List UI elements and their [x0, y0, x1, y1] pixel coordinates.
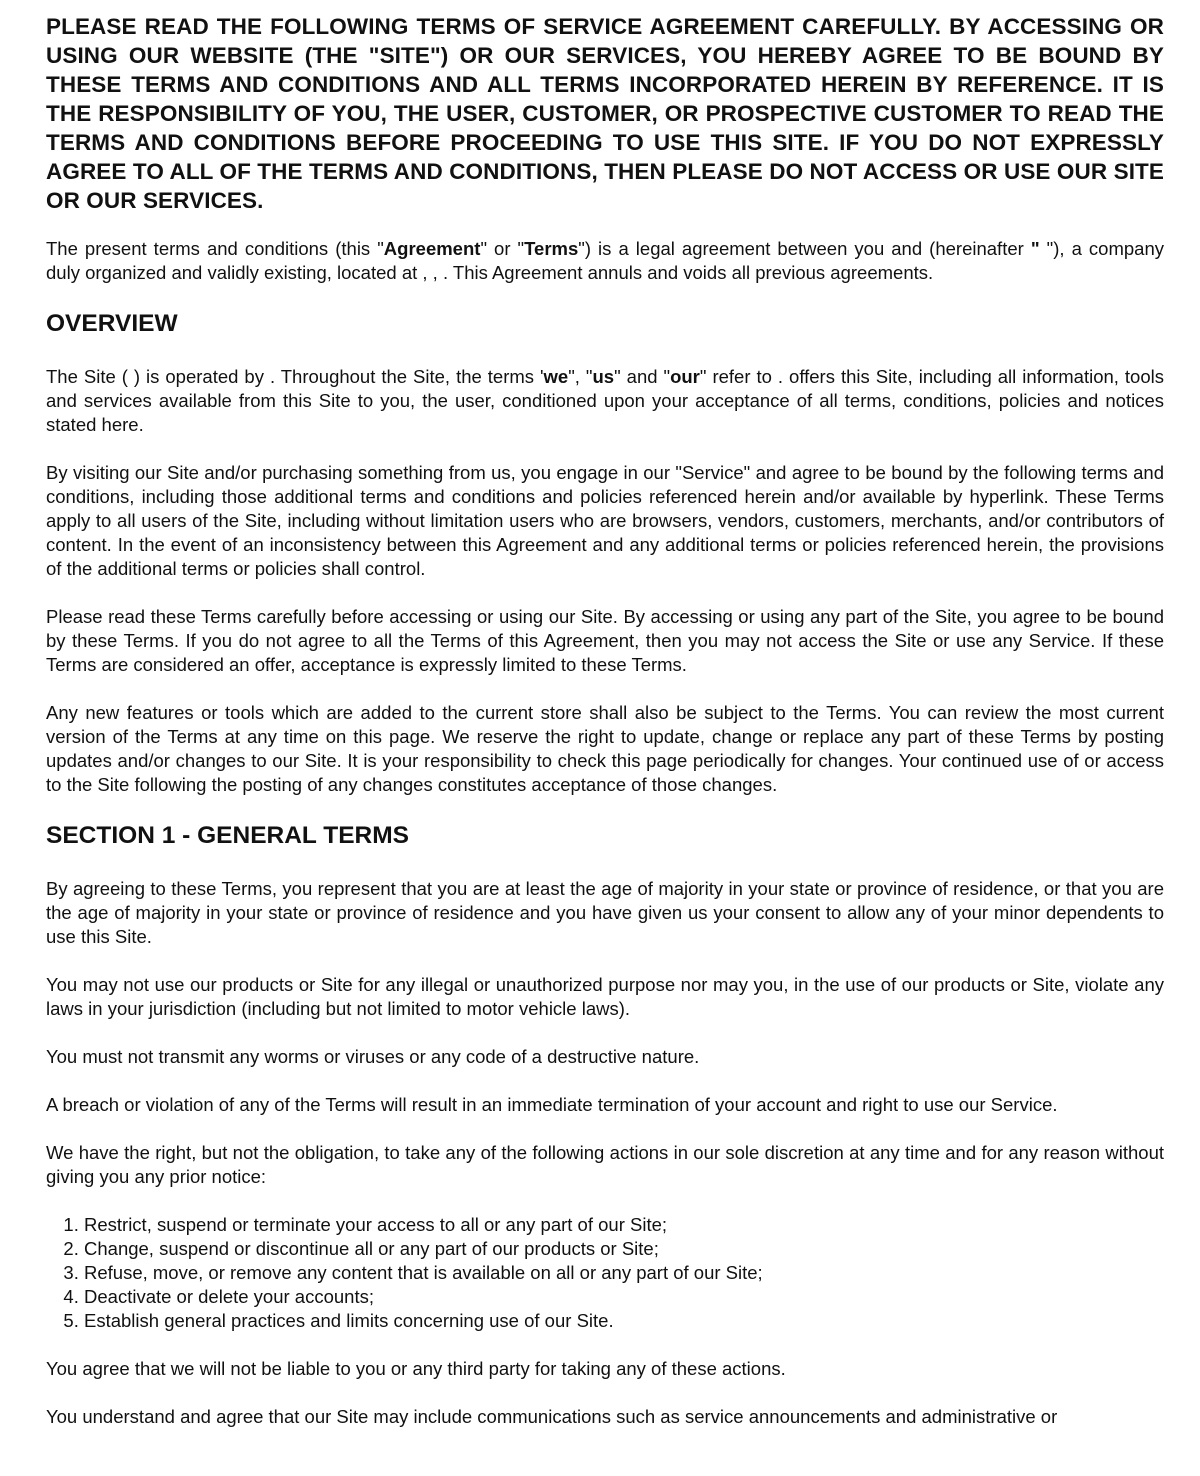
bold-term-our: our [670, 366, 700, 387]
list-item: 3. Refuse, move, or remove any content that is available on all or any part of our Site; [84, 1261, 1164, 1285]
text: " and " [614, 366, 671, 387]
text: ") is a legal agreement between you and (hereinafter [578, 238, 1031, 259]
overview-paragraph-2: By visiting our Site and/or purchasing something from us, you engage in our "Service" and agree to be bound by the following terms and conditions, including those additional terms and conditions and policies referenced herein and/or available by hyperlink. These Terms apply to all users of the Site, including without limitation users who are browsers, vendors, customers, merchants, and/or contributors of content. In the event of an inconsistency between this Agreement and any additional terms or policies referenced herein, the provisions of the additional terms or policies shall control. [46, 462, 1164, 579]
section-1-paragraph-7: You understand and agree that our Site may include communications such as service announcements and administrative or [46, 1406, 1058, 1427]
text: The Site ( ) is operated by . Throughout the Site, the terms ' [46, 366, 544, 387]
list-item: 5. Establish general practices and limits concerning use of our Site. [84, 1309, 1164, 1333]
bold-quote: " [1030, 238, 1040, 259]
text: "), a company duly organized and validly existing, located at , , . This Agreement annuls and voids all previous agreements. [46, 238, 1164, 283]
section-1-paragraph-3: You must not transmit any worms or viruses or any code of a destructive nature. [46, 1046, 700, 1067]
text: " refer to . offers this Site, including all information, tools and services available from this Site to you, the user, conditioned upon your acceptance of all terms, conditions, policies and notices stated here. [46, 366, 1164, 435]
section-1-paragraph-6: You agree that we will not be liable to you or any third party for taking any of these actions. [46, 1358, 786, 1379]
intro-warning: PLEASE READ THE FOLLOWING TERMS OF SERVICE AGREEMENT CAREFULLY. BY ACCESSING OR USING OUR WEBSITE (THE "SITE") OR OUR SERVICES, YOU HEREBY AGREE TO BE BOUND BY THESE TERMS AND CONDITIONS AND ALL TERMS INCORPORATED HEREIN BY REFERENCE. IT IS THE RESPONSIBILITY OF YOU, THE USER, CUSTOMER, OR PROSPECTIVE CUSTOMER TO READ THE TERMS AND CONDITIONS BEFORE PROCEEDING TO USE THIS SITE. IF YOU DO NOT EXPRESSLY AGREE TO ALL OF THE TERMS AND CONDITIONS, THEN PLEASE DO NOT ACCESS OR USE OUR SITE OR OUR SERVICES. [46, 14, 1164, 213]
bold-term-agreement: Agreement [383, 238, 481, 259]
overview-paragraph-4: Any new features or tools which are added to the current store shall also be subject to the Terms. You can review the most current version of the Terms at any time on this page. We reserve the right to update, change or replace any part of these Terms by posting updates and/or changes to our Site. It is your responsibility to check this page periodically for changes. Your continued use of or access to the Site following the posting of any changes constitutes acceptance of those changes. [46, 702, 1164, 795]
text: " or " [480, 238, 525, 259]
list-item: 2. Change, suspend or discontinue all or any part of our products or Site; [84, 1237, 1164, 1261]
section-1-paragraph-2: You may not use our products or Site for any illegal or unauthorized purpose nor may you, in the use of our products or Site, violate any laws in your jurisdiction (including but not limited to motor vehicle laws). [46, 974, 1164, 1019]
section-1-paragraph-5: We have the right, but not the obligation, to take any of the following actions in our sole discretion at any time and for any reason without giving you any prior notice: [46, 1142, 1164, 1187]
actions-list [46, 1213, 1164, 1333]
overview-heading: OVERVIEW [46, 310, 178, 337]
section-1-heading: SECTION 1 - GENERAL TERMS [46, 822, 410, 849]
overview-paragraph-3: Please read these Terms carefully before accessing or using our Site. By accessing or using any part of the Site, you agree to be bound by these Terms. If you do not agree to all the Terms of this Agreement, then you may not access the Site or use any Service. If these Terms are considered an offer, acceptance is expressly limited to these Terms. [46, 606, 1164, 675]
list-item: 1. Restrict, suspend or terminate your access to all or any part of our Site; [84, 1213, 1164, 1237]
bold-term-us: us [592, 366, 615, 387]
bold-term-terms: Terms [524, 238, 579, 259]
overview-paragraph-1 [46, 365, 1164, 437]
bold-term-we: we [543, 366, 569, 387]
section-1-paragraph-4: A breach or violation of any of the Terms will result in an immediate termination of your account and right to use our Service. [46, 1094, 1058, 1115]
agreement-paragraph [46, 237, 1164, 285]
list-item: 4. Deactivate or delete your accounts; [84, 1285, 1164, 1309]
section-1-paragraph-1: By agreeing to these Terms, you represent that you are at least the age of majority in your state or province of residence, or that you are the age of majority in your state or province of residence and you have given us your consent to allow any of your minor dependents to use this Site. [46, 878, 1164, 947]
text: The present terms and conditions (this " [46, 238, 384, 259]
text: ", " [568, 366, 593, 387]
